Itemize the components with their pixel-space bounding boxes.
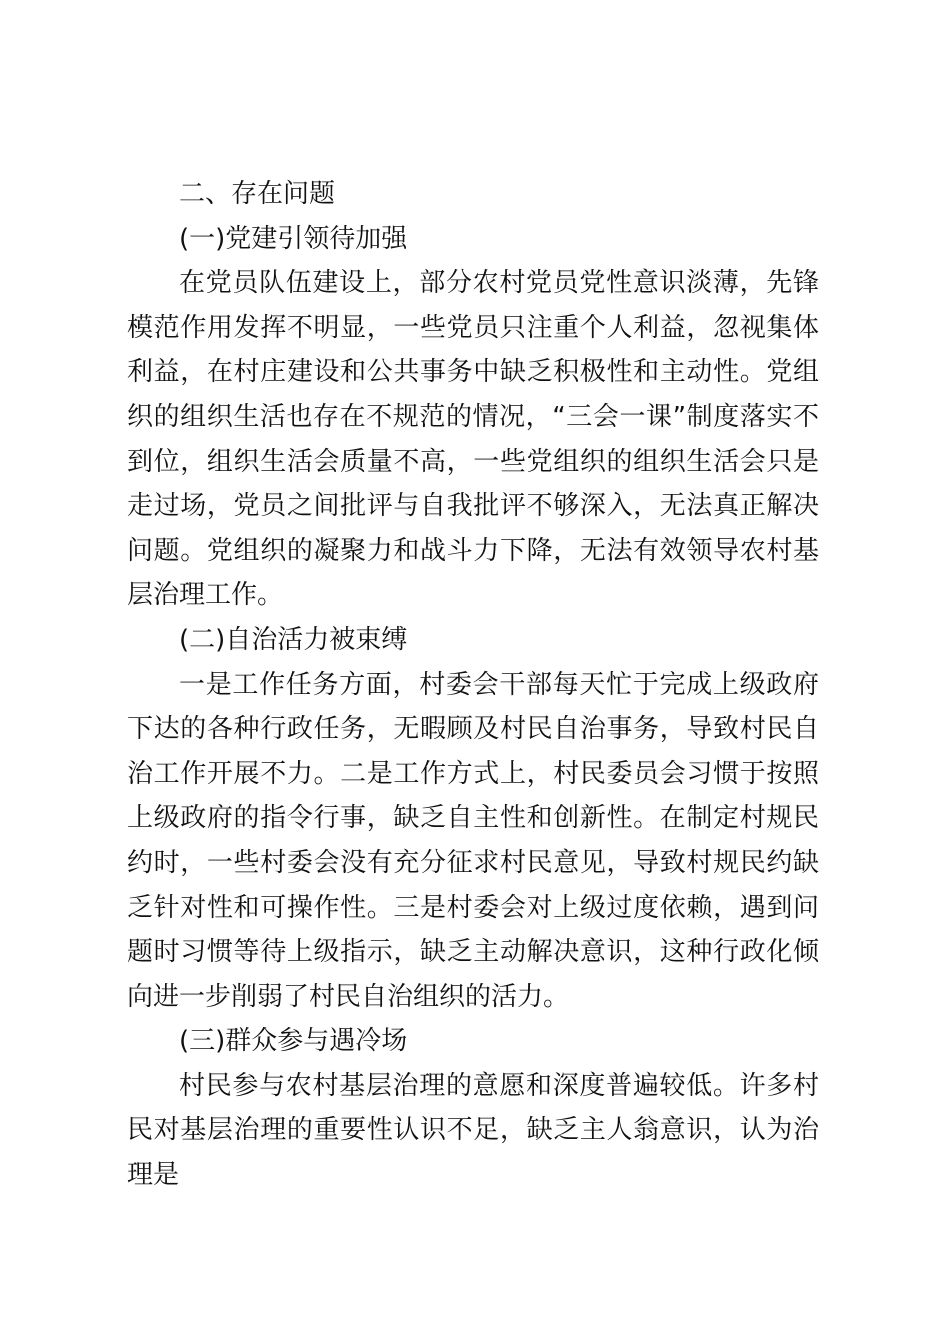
document-body: [127, 172, 819, 1198]
subsection-heading-3: (三)群众参与遇冷场: [179, 1026, 408, 1057]
section-title: 二、存在问题: [179, 179, 336, 209]
paragraph-public-participation: 村民参与农村基层治理的意愿和深度普遍较低。许多村民对基层治理的重要性认识不足，缺乏主人翁意识，认为治理是: [127, 1070, 819, 1191]
subsection-heading-2: (二)自治活力被束缚: [179, 624, 408, 655]
paragraph-party-building: 在党员队伍建设上，部分农村党员党性意识淡薄，先锋模范作用发挥不明显，一些党员只注重个人利益，忽视集体利益，在村庄建设和公共事务中缺乏积极性和主动性。党组织的组织生活也存在不规范的情况，“三会一课”制度落实不到位，组织生活会质量不高，一些党组织的组织生活会只是走过场，党员之间批评与自我批评不够深入，无法真正解决问题。党组织的凝聚力和战斗力下降，无法有效领导农村基层治理工作。: [127, 268, 819, 611]
subsection-heading-1: (一)党建引领待加强: [179, 223, 408, 254]
paragraph-self-governance: 一是工作任务方面，村委会干部每天忙于完成上级政府下达的各种行政任务，无暇顾及村民自治事务，导致村民自治工作开展不力。二是工作方式上，村民委员会习惯于按照上级政府的指令行事，缺乏自主性和创新性。在制定村规民约时，一些村委会没有充分征求村民意见，导致村规民约缺乏针对性和可操作性。三是村委会对上级过度依赖，遇到问题时习惯等待上级指示，缺乏主动解决意识，这种行政化倾向进一步削弱了村民自治组织的活力。: [127, 669, 819, 1012]
